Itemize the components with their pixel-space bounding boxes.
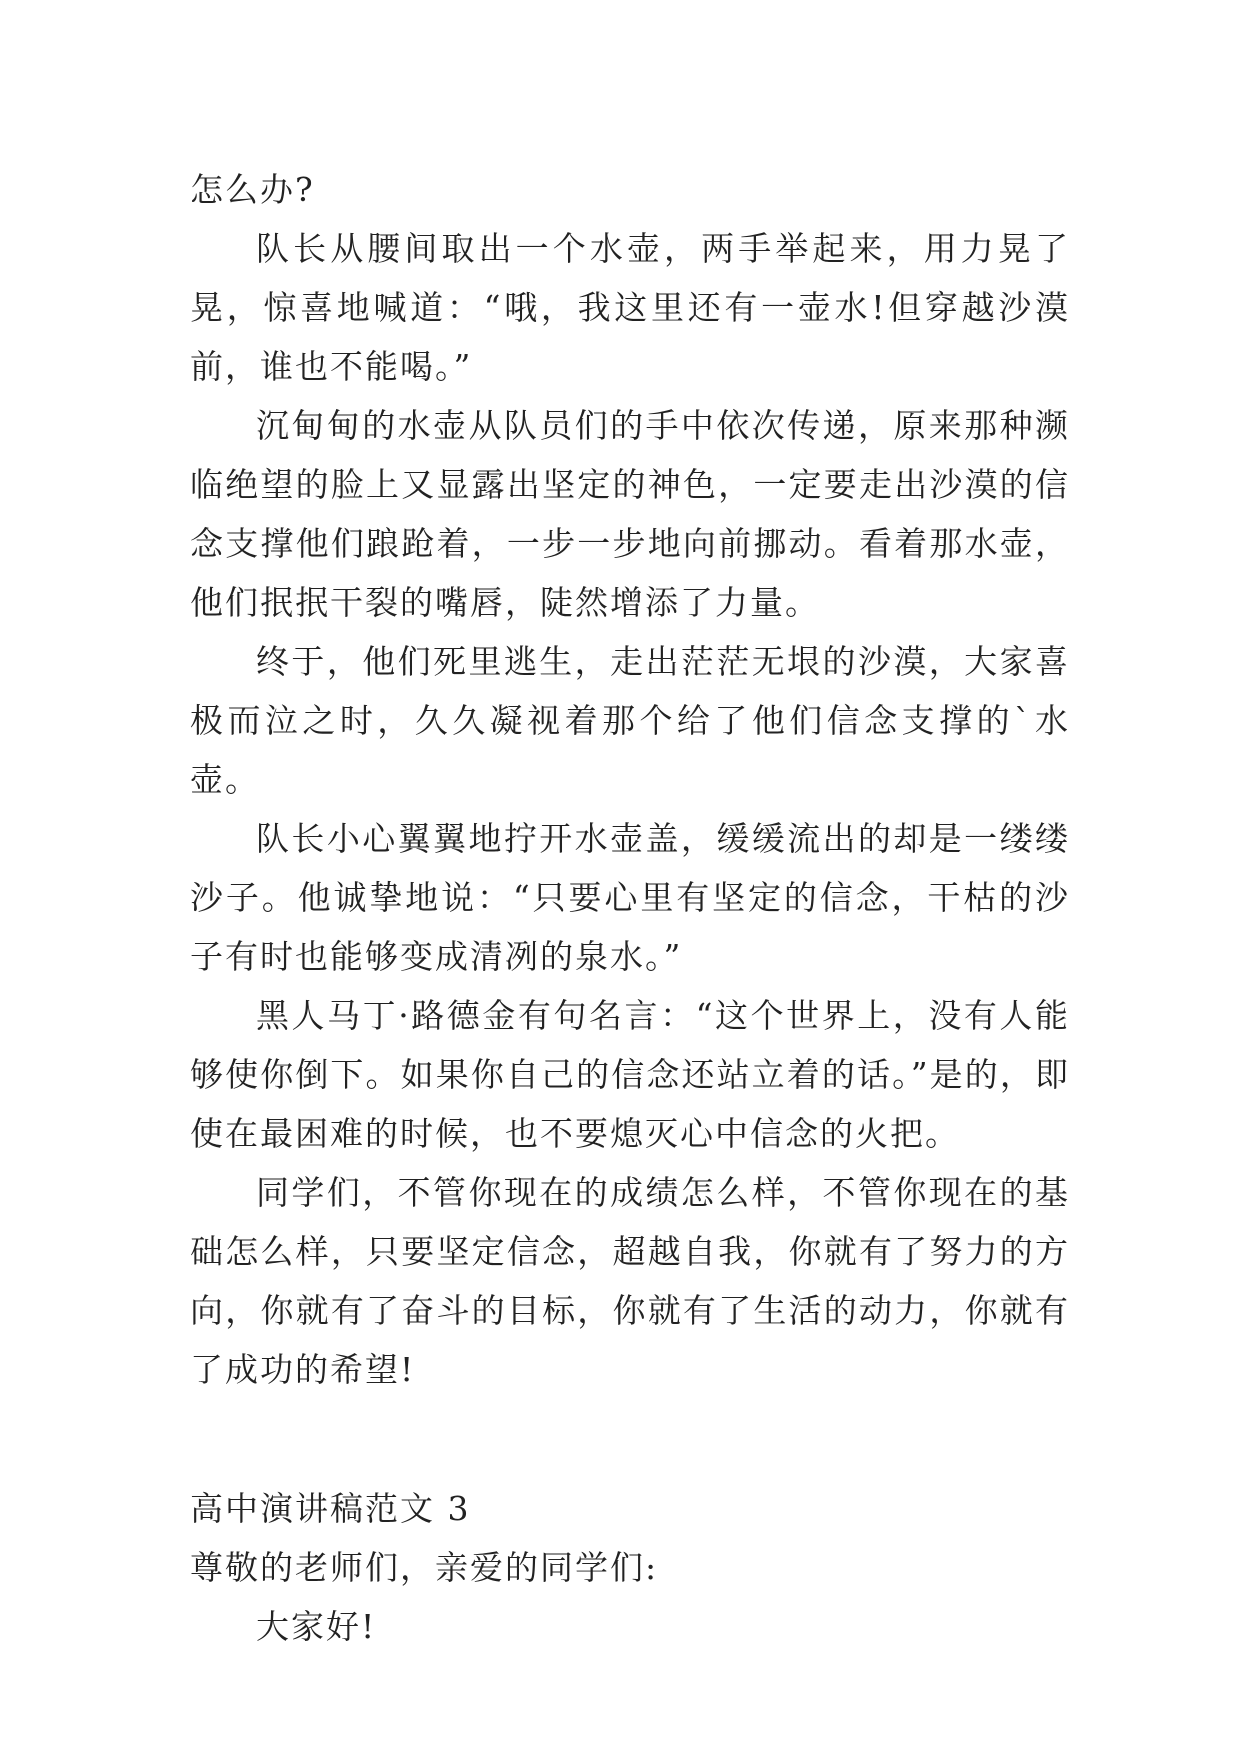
section-spacer	[190, 1399, 1070, 1479]
salutation: 尊敬的老师们，亲爱的同学们:	[190, 1548, 659, 1587]
document-body	[190, 160, 1070, 1656]
paragraph: 同学们，不管你现在的成绩怎么样，不管你现在的基础怎么样，只要坚定信念，超越自我，你就有了努力的方向，你就有了奋斗的目标，你就有了生活的动力，你就有了成功的希望!	[190, 1173, 1070, 1389]
section-title: 高中演讲稿范文 3	[190, 1489, 471, 1528]
paragraph: 队长从腰间取出一个水壶，两手举起来，用力晃了晃，惊喜地喊道：“哦，我这里还有一壶水!但穿越沙漠前，谁也不能喝。”	[190, 229, 1070, 386]
paragraph-continuation: 怎么办?	[190, 170, 315, 209]
paragraph: 终于，他们死里逃生，走出茫茫无垠的沙漠，大家喜极而泣之时，久久凝视着那个给了他们信念支撑的`水壶。	[190, 642, 1070, 799]
greeting: 大家好!	[256, 1607, 377, 1646]
paragraph: 黑人马丁·路德金有句名言：“这个世界上，没有人能够使你倒下。如果你自己的信念还站立着的话。”是的，即使在最困难的时候，也不要熄灭心中信念的火把。	[190, 996, 1070, 1153]
paragraph: 沉甸甸的水壶从队员们的手中依次传递，原来那种濒临绝望的脸上又显露出坚定的神色，一定要走出沙漠的信念支撑他们踉跄着，一步一步地向前挪动。看着那水壶，他们抿抿干裂的嘴唇，陡然增添了力量。	[190, 406, 1070, 622]
paragraph: 队长小心翼翼地拧开水壶盖，缓缓流出的却是一缕缕沙子。他诚挚地说：“只要心里有坚定的信念，干枯的沙子有时也能够变成清冽的泉水。”	[190, 819, 1070, 976]
